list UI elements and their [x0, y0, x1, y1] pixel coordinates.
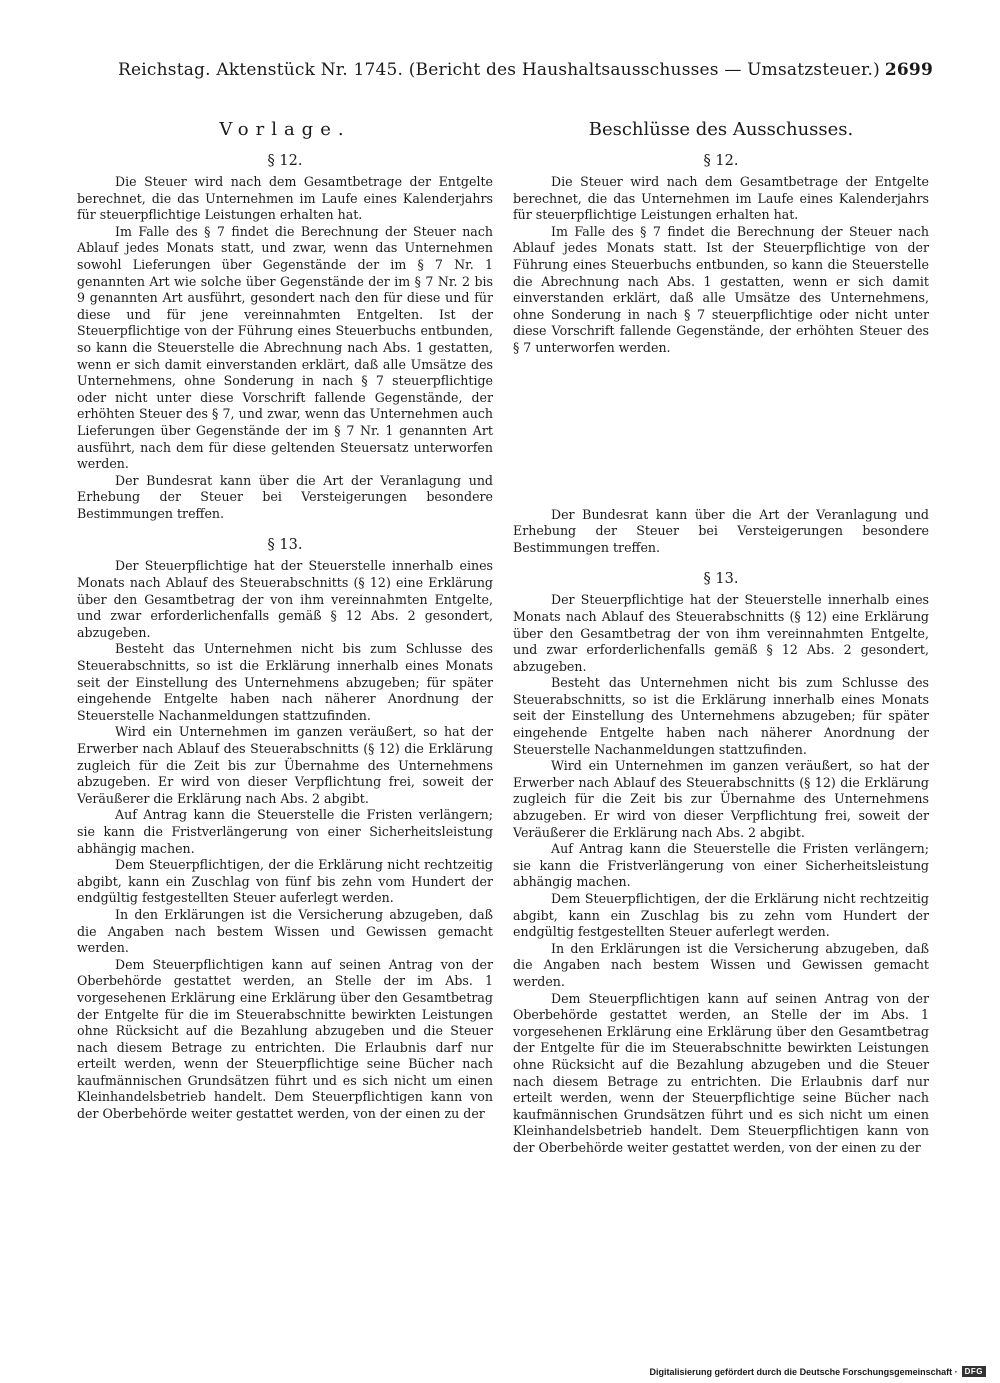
paragraph: Dem Steuerpflichtigen kann auf seinen Antrag von der Oberbehörde gestattet werden, an Stelle der im Abs. 1 vorgesehenen Erklärung eine Erklärung über den Gesamtbetrag der Entgelte für die im Steuerabschnitte bewirkten Leistungen ohne Rücksicht auf die Bezahlung abzugeben und die Steuer nach diesem Betrage zu entrichten. Die Erlaubnis darf nur erteilt werden, wenn der Steuerpflichtige seine Bücher nach kaufmännischen Grundsätzen führt und es sich nicht um einen Kleinhandelsbetrieb handelt. Dem Steuerpflichtigen kann von der Oberbehörde weiter gestattet werden, von der einen zu der — [513, 990, 929, 1155]
column-heading-vorlage: Vorlage. — [219, 119, 351, 140]
paragraph: Im Falle des § 7 findet die Berechnung der Steuer nach Ablauf jedes Monats statt, und zwar, wenn das Unternehmen sowohl Lieferungen über Gegenstände der im § 7 Nr. 1 genannten Art wie solche über Gegenstände der im § 7 Nr. 2 bis 9 genannten Art ausführt, gesondert nach den für diese und für diese und für jene vereinnahmten Entgelten. Ist der Steuerpflichtige von der Führung eines Steuerbuchs entbunden, so kann die Steuerstelle die Abrechnung nach Abs. 1 gestatten, wenn er sich damit einverstanden erklärt, daß alle Umsätze des Unternehmens, ohne Sonderung in nach § 7 steuerpflichtige oder nicht unter diese Vorschrift fallende Gegenstände, der erhöhten Steuer des § 7, und zwar, wenn das Unternehmen auch Lieferungen über Gegenstände der im § 7 Nr. 1 genannten Art ausführt, nach dem für diese geltenden Steuersatz unterworfen werden. — [77, 223, 493, 472]
section-13-heading: § 13. — [703, 571, 739, 588]
column-beschluesse — [513, 112, 929, 1157]
paragraph: Dem Steuerpflichtigen, der die Erklärung nicht rechtzeitig abgibt, kann ein Zuschlag bis zu zehn vom Hundert der endgültig festgestellten Steuer auferlegt werden. — [513, 891, 929, 940]
column-vorlage — [77, 112, 493, 1123]
paragraph: Der Bundesrat kann über die Art der Veranlagung und Erhebung der Steuer bei Versteigerungen besondere Bestimmungen treffen. — [77, 472, 493, 521]
paragraph: In den Erklärungen ist die Versicherung abzugeben, daß die Angaben nach bestem Wissen und Gewissen gemacht werden. — [77, 906, 493, 956]
paragraph: Auf Antrag kann die Steuerstelle die Fristen verlängern; sie kann die Fristverlängerung von einer Sicherheitsleistung abhängig machen. — [513, 841, 929, 890]
running-header — [118, 60, 933, 88]
paragraph: Dem Steuerpflichtigen kann auf seinen Antrag von der Oberbehörde gestattet werden, an Stelle der im Abs. 1 vorgesehenen Erklärung eine Erklärung über den Gesamtbetrag der Entgelte für die im Steuerabschnitte bewirkten Leistungen ohne Rücksicht auf die Bezahlung abzugeben und die Steuer nach diesem Betrage zu entrichten. Die Erlaubnis darf nur erteilt werden, wenn der Steuerpflichtige seine Bücher nach kaufmännischen Grundsätzen führt und es sich nicht um einen Kleinhandelsbetrieb handelt. Dem Steuerpflichtigen kann von der Oberbehörde weiter gestattet werden, von der einen zu der — [77, 956, 493, 1122]
paragraph: Besteht das Unternehmen nicht bis zum Schlusse des Steuerabschnitts, so ist die Erklärung innerhalb eines Monats seit der Einstellung des Unternehmens abzugeben; für später eingehende Entgelte haben nach näherer Anordnung der Steuerstelle Nachanmeldungen stattzufinden. — [77, 641, 493, 723]
running-title: Reichstag. Aktenstück Nr. 1745. (Bericht des Haushaltsausschusses — Umsatzsteuer.) — [118, 60, 880, 80]
paragraph: Auf Antrag kann die Steuerstelle die Fristen verlängern; sie kann die Fristverlängerung von einer Sicherheitsleistung abhängig machen. — [77, 807, 493, 856]
paragraph: Wird ein Unternehmen im ganzen veräußert, so hat der Erwerber nach Ablauf des Steuerabschnitts (§ 12) die Erklärung zugleich für die Zeit bis zur Übernahme des Unternehmens abzugeben. Er wird von dieser Verpflichtung frei, soweit der Veräußerer die Erklärung nach Abs. 2 abgibt. — [513, 758, 929, 840]
digitization-credit — [650, 1366, 986, 1377]
section-12-heading: § 12. — [703, 153, 739, 169]
paragraph: Die Steuer wird nach dem Gesamtbetrage der Entgelte berechnet, die das Unternehmen im Laufe eines Kalenderjahrs für steuerpflichtige Leistungen erhalten hat. — [77, 174, 493, 223]
paragraph: Die Steuer wird nach dem Gesamtbetrage der Entgelte berechnet, die das Unternehmen im Laufe eines Kalenderjahrs für steuerpflichtige Leistungen erhalten hat. — [513, 174, 929, 223]
paragraph: Im Falle des § 7 findet die Berechnung der Steuer nach Ablauf jedes Monats statt. Ist der Steuerpflichtige von der Führung eines Steuerbuchs entbunden, so kann die Steuerstelle die Abrechnung nach Abs. 1 gestatten, wenn er sich damit einverstanden erklärt, daß alle Umsätze des Unternehmens, ohne Sonderung in nach § 7 steuerpflichtige oder nicht unter diese Vorschrift fallende Gegenstände, der erhöhten Steuer des § 7 unterworfen werden. — [513, 223, 929, 355]
section-13-heading: § 13. — [267, 537, 303, 554]
dfg-logo-icon: DFG — [962, 1366, 986, 1377]
paragraph: Dem Steuerpflichtigen, der die Erklärung nicht rechtzeitig abgibt, kann ein Zuschlag von fünf bis zehn vom Hundert der endgültig festgestellten Steuer auferlegt werden. — [77, 857, 493, 906]
paragraph: Der Bundesrat kann über die Art der Veranlagung und Erhebung der Steuer bei Versteigerungen besondere Bestimmungen treffen. — [513, 506, 929, 555]
page-number: 2699 — [884, 60, 933, 80]
paragraph: Besteht das Unternehmen nicht bis zum Schlusse des Steuerabschnitts, so ist die Erklärung innerhalb eines Monats seit der Einstellung des Unternehmens abzugeben; für später eingehende Entgelte haben nach näherer Anordnung der Steuerstelle Nachanmeldungen stattzufinden. — [513, 675, 929, 757]
credit-text: Digitalisierung gefördert durch die Deutsche Forschungsgemeinschaft · — [649, 1366, 958, 1377]
paragraph: Der Steuerpflichtige hat der Steuerstelle innerhalb eines Monats nach Ablauf des Steuerabschnitts (§ 12) eine Erklärung über den Gesamtbetrag der von ihm vereinnahmten Entgelte, und zwar erforderlichenfalls gemäß § 12 Abs. 2 gesondert, abzugeben. — [513, 592, 929, 674]
paragraph: Der Steuerpflichtige hat der Steuerstelle innerhalb eines Monats nach Ablauf des Steuerabschnitts (§ 12) eine Erklärung über den Gesamtbetrag der von ihm vereinnahmten Entgelte, und zwar erforderlichenfalls gemäß § 12 Abs. 2 gesondert, abzugeben. — [77, 558, 493, 640]
column-heading-beschluesse: Beschlüsse des Ausschusses. — [588, 119, 854, 140]
paragraph: Wird ein Unternehmen im ganzen veräußert, so hat der Erwerber nach Ablauf des Steuerabschnitts (§ 12) die Erklärung zugleich für die Zeit bis zur Übernahme des Unternehmens abzugeben. Er wird von dieser Verpflichtung frei, soweit der Veräußerer die Erklärung nach Abs. 2 abgibt. — [77, 724, 493, 806]
section-12-heading: § 12. — [267, 153, 303, 169]
paragraph: In den Erklärungen ist die Versicherung abzugeben, daß die Angaben nach bestem Wissen und Gewissen gemacht werden. — [513, 940, 929, 989]
